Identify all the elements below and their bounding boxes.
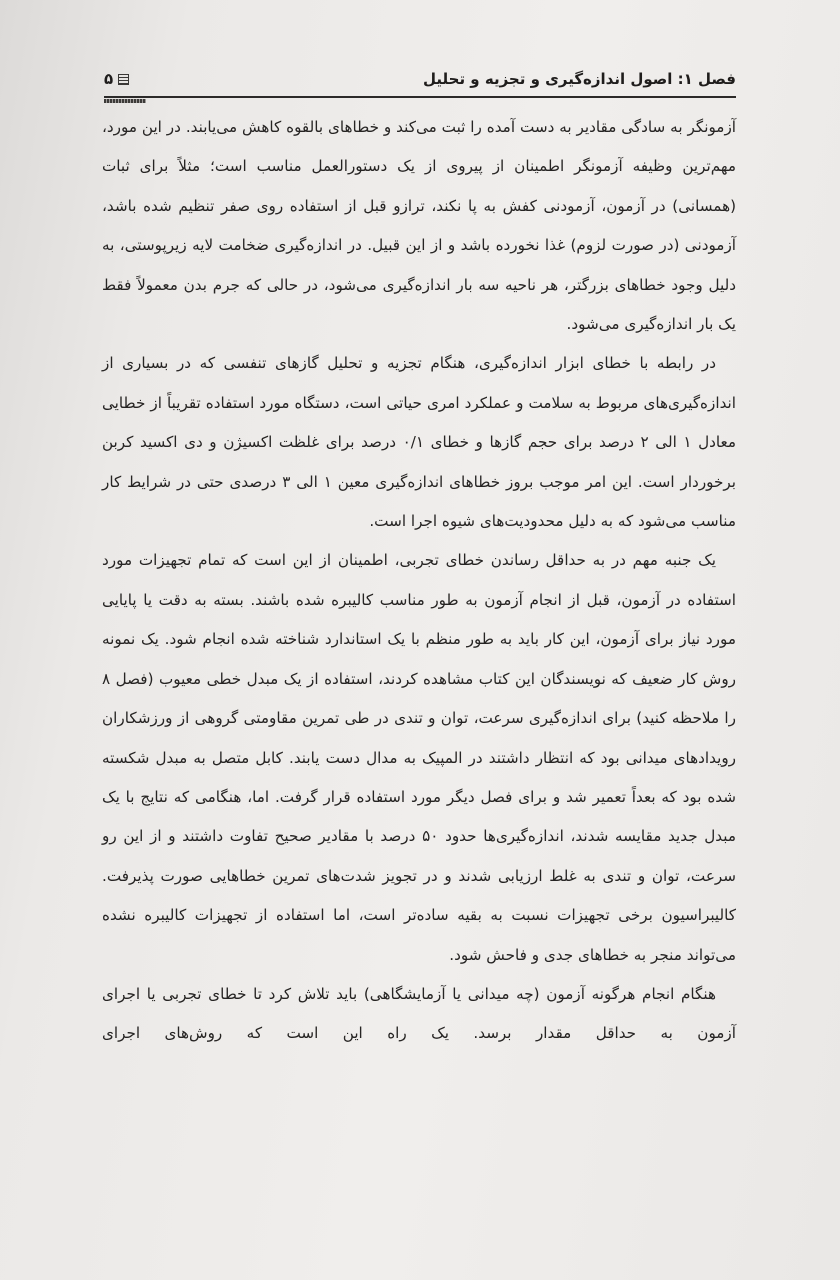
paragraph-3: یک جنبه مهم در به حداقل رساندن خطای تجربی، اطمینان از این است که تمام تجهیزات مورد استفاده در آزمون، قبل از انجام آزمون به طور مناسب کالیبره شده باشند. بسته به دقت یا پایایی مورد نیاز برای آزمون، این کار باید به طور منظم با یک استاندارد شناخته شده انجام شود. یک نمونه روش کار ضعیف که نویسندگان این کتاب مشاهده کردند، استفاده از یک مبدل خطی معیوب (فصل ۸ را ملاحظه کنید) برای اندازه‌گیری سرعت، توان و تندی در طی تمرین مقاومتی گروهی از ورزشکاران رویدادهای میدانی بود که انتظار داشتند در المپیک به مدال دست یابند. کابل متصل به مبدل شکسته شده بود که بعداً تعمیر شد و برای فصل دیگر مورد استفاده قرار گرفت. اما، هنگامی که نتایج با یک مبدل جدید مقایسه شدند، اندازه‌گیری‌ها حدود ۵۰ درصد با مقادیر صحیح تفاوت داشتند و از این رو سرعت، توان و تندی به غلط ارزیابی شدند و در تجویز شدت‌های تمرین خطاهایی صورت پذیرفت. کالیبراسیون برخی تجهیزات نسبت به بقیه ساده‌تر است، اما استفاده از تجهیزات کالیبره نشده می‌تواند منجر به خطاهای جدی و فاحش شود. bbox=[102, 551, 736, 964]
header-ornament bbox=[104, 99, 146, 103]
chapter-title: فصل ۱: اصول اندازه‌گیری و تجزیه و تحلیل bbox=[423, 70, 736, 88]
running-header bbox=[104, 66, 736, 94]
page-marker-icon bbox=[118, 74, 129, 85]
paragraph-1: آزمونگر به سادگی مقادیر به دست آمده را ثبت می‌کند و خطاهای بالقوه کاهش می‌یابند. در این مورد، مهم‌ترین وظیفه آزمونگر اطمینان از پیروی از یک دستورالعمل مناسب است؛ مثلاً برای ثبات (همسانی) در آزمون، آزمودنی کفش به پا نکند، ترازو قبل از استفاده روی صفر تنظیم شده باشد، آزمودنی (در صورت لزوم) غذا نخورده باشد و از این قبیل. در اندازه‌گیری ضخامت لایه زیرپوستی، به دلیل وجود خطاهای بزرگتر، هر ناحیه سه بار اندازه‌گیری می‌شود، در حالی که جرم بدن معمولاً فقط یک بار اندازه‌گیری می‌شود. bbox=[102, 118, 736, 334]
page-number: ۵ bbox=[104, 70, 114, 88]
paragraph-4: هنگام انجام هرگونه آزمون (چه میدانی یا آزمایشگاهی) باید تلاش کرد تا خطای تجربی یا اجرای آزمون به حداقل مقدار برسد. یک راه این است که روش‌های اجرای bbox=[102, 984, 736, 1043]
body-text bbox=[102, 108, 736, 1054]
page-number-block bbox=[104, 70, 129, 88]
paragraph-2: در رابطه با خطای ابزار اندازه‌گیری، هنگام تجزیه و تحلیل گازهای تنفسی که در بسیاری از اندازه‌گیری‌های مربوط به سلامت و عملکرد امری حیاتی است، دستگاه مورد استفاده تقریباً از خطایی معادل ۱ الی ۲ درصد برای حجم گازها و خطای ۰/۱ درصد برای غلظت اکسیژن و دی اکسید کربن برخوردار است. این امر موجب بروز خطاهای اندازه‌گیری معین ۱ الی ۳ درصدی حتی در شرایط کار مناسب می‌شود که به دلیل محدودیت‌های شیوه اجرا است. bbox=[102, 354, 736, 531]
header-rule bbox=[104, 96, 736, 98]
